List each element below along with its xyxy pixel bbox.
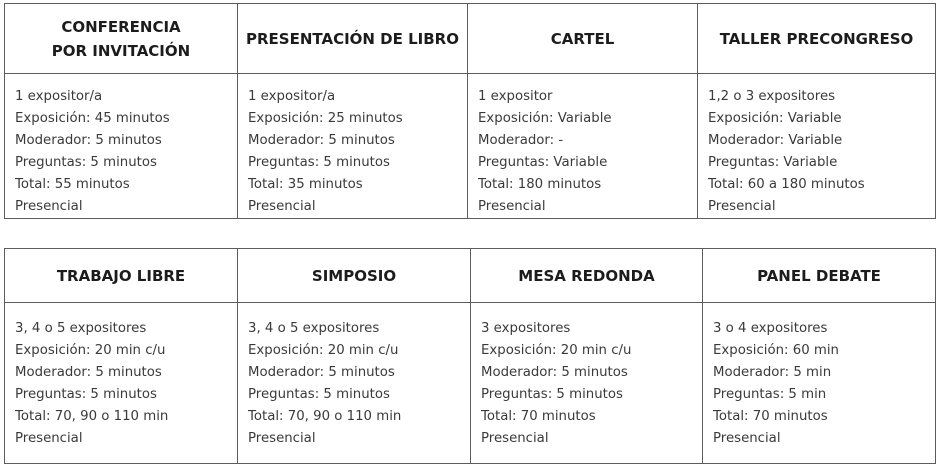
detail-line: 1,2 o 3 expositores bbox=[708, 89, 836, 104]
detail-line: Presencial bbox=[248, 199, 316, 214]
detail-line: Moderador: 5 minutos bbox=[15, 133, 162, 148]
detail-line: Total: 70 minutos bbox=[481, 409, 596, 424]
detail-line: Moderador: - bbox=[478, 133, 564, 148]
detail-line: Total: 35 minutos bbox=[248, 177, 363, 192]
column-heading-mesa-redonda bbox=[471, 249, 703, 303]
detail-line: Presencial bbox=[478, 199, 546, 214]
detail-line: Preguntas: 5 minutos bbox=[481, 387, 623, 402]
detail-line: Moderador: 5 minutos bbox=[481, 365, 628, 380]
format-details-conferencia bbox=[5, 74, 238, 219]
column-heading-trabajo-libre bbox=[5, 249, 238, 303]
column-heading-conferencia bbox=[5, 4, 238, 74]
detail-line: 3 o 4 expositores bbox=[713, 321, 828, 336]
column-heading-panel-debate bbox=[703, 249, 936, 303]
heading-line: PRESENTACIÓN DE LIBRO bbox=[246, 29, 459, 48]
heading-line: POR INVITACIÓN bbox=[51, 41, 191, 60]
format-details-mesa-redonda bbox=[471, 303, 703, 464]
detail-line: Presencial bbox=[15, 199, 83, 214]
heading-line: PANEL DEBATE bbox=[757, 266, 881, 285]
detail-line: Exposición: 20 min c/u bbox=[248, 343, 399, 358]
detail-line: Exposición: Variable bbox=[478, 111, 612, 126]
detail-line: Presencial bbox=[481, 431, 549, 446]
detail-line: Preguntas: Variable bbox=[478, 155, 608, 170]
detail-line: Moderador: 5 minutos bbox=[15, 365, 162, 380]
detail-line: Preguntas: 5 minutos bbox=[15, 387, 157, 402]
detail-line: 1 expositor bbox=[478, 89, 553, 104]
column-heading-presentacion-libro bbox=[238, 4, 468, 74]
detail-line: Presencial bbox=[713, 431, 781, 446]
detail-line: Preguntas: 5 minutos bbox=[15, 155, 157, 170]
detail-line: Total: 70, 90 o 110 min bbox=[248, 409, 402, 424]
detail-line: 1 expositor/a bbox=[248, 89, 336, 104]
session-formats-table-top bbox=[4, 3, 936, 219]
session-formats-table-bottom bbox=[4, 248, 936, 464]
detail-line: Total: 70 minutos bbox=[713, 409, 828, 424]
heading-line: TRABAJO LIBRE bbox=[56, 266, 186, 285]
column-heading-simposio bbox=[238, 249, 471, 303]
detail-line: Exposición: Variable bbox=[708, 111, 842, 126]
detail-line: Total: 60 a 180 minutos bbox=[708, 177, 865, 192]
detail-line: Total: 70, 90 o 110 min bbox=[15, 409, 169, 424]
detail-line: 3, 4 o 5 expositores bbox=[248, 321, 380, 336]
detail-line: 3 expositores bbox=[481, 321, 571, 336]
format-details-trabajo-libre bbox=[5, 303, 238, 464]
detail-line: Presencial bbox=[708, 199, 776, 214]
heading-line: MESA REDONDA bbox=[518, 266, 655, 285]
column-heading-cartel bbox=[468, 4, 698, 74]
detail-line: Moderador: Variable bbox=[708, 133, 843, 148]
detail-line: Presencial bbox=[248, 431, 316, 446]
table-body-row bbox=[5, 303, 936, 464]
detail-line: Exposición: 25 minutos bbox=[248, 111, 403, 126]
format-details-panel-debate bbox=[703, 303, 936, 464]
table-body-row bbox=[5, 74, 936, 219]
detail-line: Preguntas: Variable bbox=[708, 155, 838, 170]
detail-line: Exposición: 60 min bbox=[713, 343, 839, 358]
format-details-simposio bbox=[238, 303, 471, 464]
detail-line: Moderador: 5 min bbox=[713, 365, 832, 380]
detail-line: Preguntas: 5 minutos bbox=[248, 155, 390, 170]
detail-line: Preguntas: 5 minutos bbox=[248, 387, 390, 402]
detail-line: 1 expositor/a bbox=[15, 89, 103, 104]
table-header-row bbox=[5, 249, 936, 303]
detail-line: Exposición: 20 min c/u bbox=[15, 343, 166, 358]
heading-line: CONFERENCIA bbox=[61, 17, 181, 36]
detail-line: Moderador: 5 minutos bbox=[248, 133, 395, 148]
detail-line: Total: 180 minutos bbox=[478, 177, 602, 192]
detail-line: Moderador: 5 minutos bbox=[248, 365, 395, 380]
heading-line: SIMPOSIO bbox=[311, 266, 397, 285]
detail-line: Total: 55 minutos bbox=[15, 177, 130, 192]
heading-line: CARTEL bbox=[550, 29, 615, 48]
heading-line: TALLER PRECONGRESO bbox=[719, 29, 914, 48]
detail-line: Exposición: 45 minutos bbox=[15, 111, 170, 126]
detail-line: Preguntas: 5 min bbox=[713, 387, 827, 402]
format-details-taller-precongreso bbox=[698, 74, 936, 219]
detail-line: Presencial bbox=[15, 431, 83, 446]
column-heading-taller-precongreso bbox=[698, 4, 936, 74]
format-details-presentacion-libro bbox=[238, 74, 468, 219]
detail-line: Exposición: 20 min c/u bbox=[481, 343, 632, 358]
format-details-cartel bbox=[468, 74, 698, 219]
table-header-row bbox=[5, 4, 936, 74]
detail-line: 3, 4 o 5 expositores bbox=[15, 321, 147, 336]
